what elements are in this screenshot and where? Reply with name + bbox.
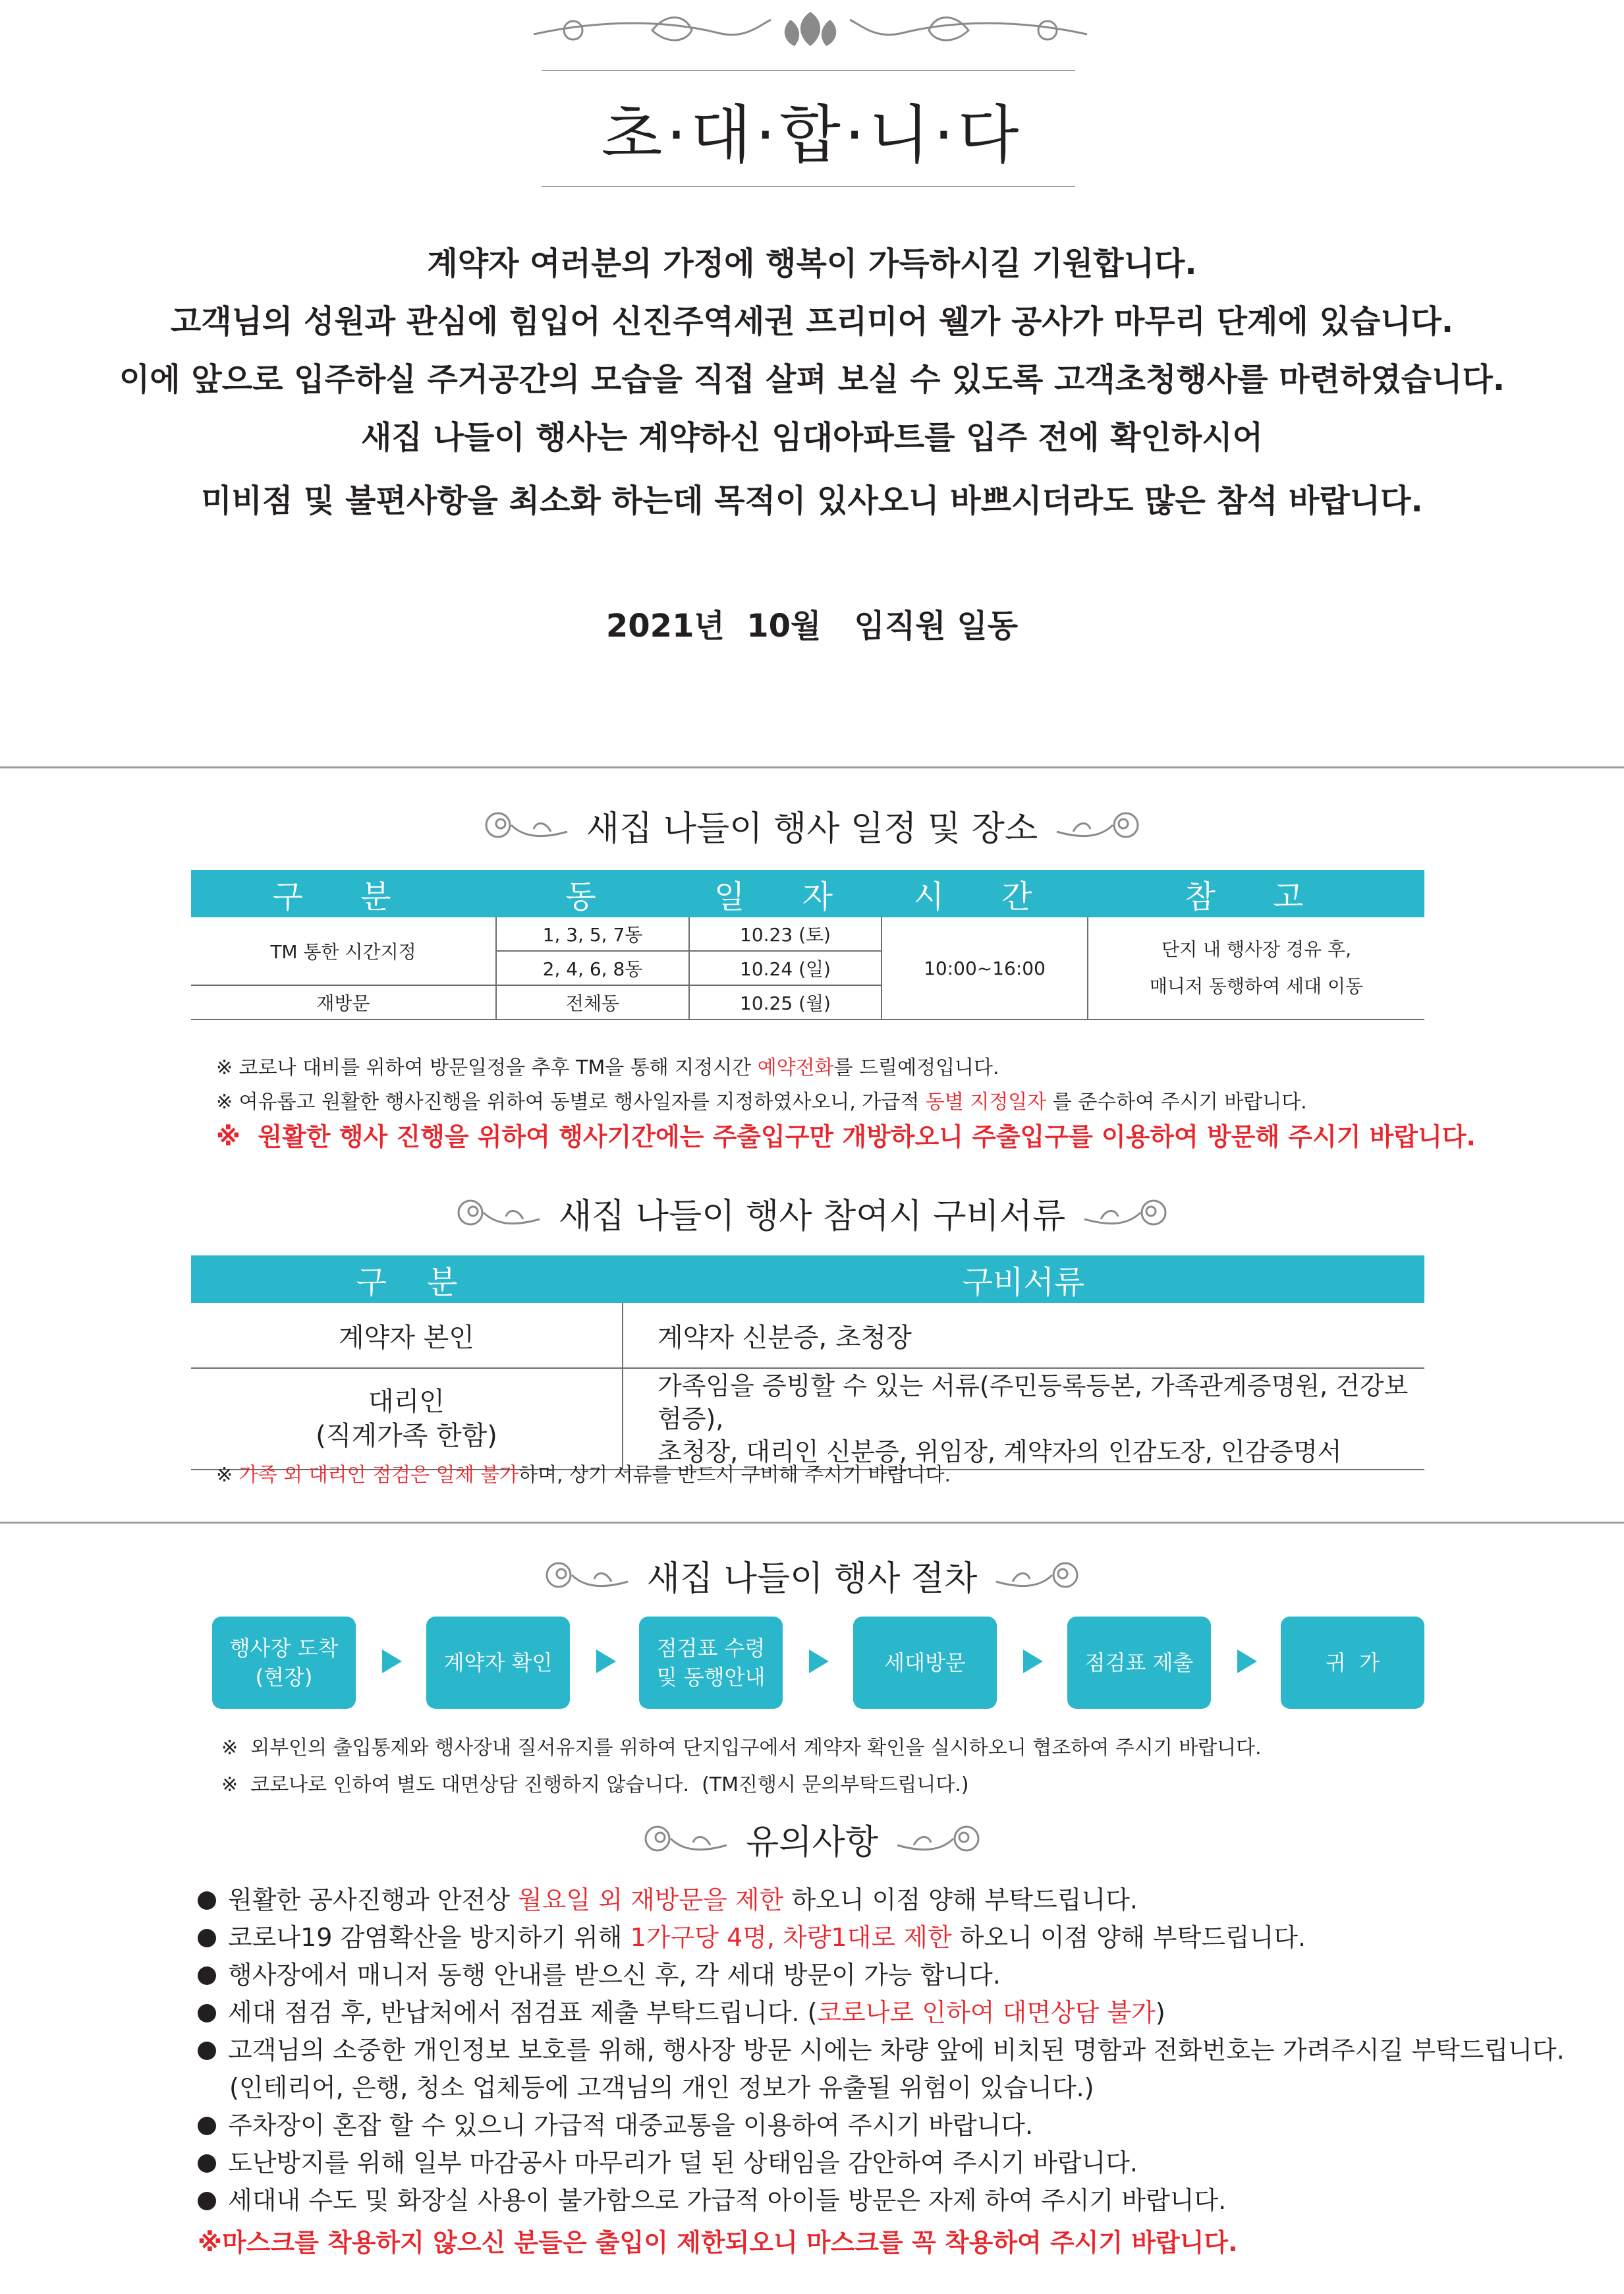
step-checklist-submit [1067, 1617, 1211, 1709]
arrow-right-icon [1023, 1649, 1043, 1673]
bullet-icon [198, 2042, 216, 2060]
table-row [191, 1303, 1424, 1368]
list-item [198, 2109, 1033, 2141]
note-text: 를 드릴예정입니다. [833, 1056, 999, 1079]
note-highlight: 동별 지정일자 [925, 1091, 1047, 1114]
caution-highlight: 1가구당 4명, 차량1대로 제한 [630, 1923, 952, 1952]
note-cell [1088, 917, 1424, 1019]
divider-1 [0, 766, 1624, 768]
procedure-heading-text: 새집 나들이 행사 절차 [646, 1559, 978, 1599]
step-sublabel: (현장) [255, 1665, 313, 1690]
intro-line-2: 고객님의 성원과 관심에 힘입어 신진주역세권 프리미어 웰가 공사가 마무리 단계에 있습니다. [170, 303, 1454, 340]
step-checklist-receive [639, 1617, 783, 1709]
type-cell: 계약자 본인 [191, 1303, 623, 1368]
procedure-note-2: ※ 코로나로 인하여 별도 대면상담 진행하지 않습니다. (TM진행시 문의부탁드립니다.) [221, 1773, 969, 1796]
documents-table [191, 1255, 1424, 1470]
docs-line-2: 초청장, 대리인 신분증, 위임장, 계약자의 인감도장, 인감증명서 [658, 1437, 1342, 1466]
page-title: 초·대·합·니·다 [601, 98, 1023, 172]
col-category: 구 분 [191, 870, 496, 917]
swirl-right-icon [1081, 1193, 1180, 1232]
bullet-icon [198, 2154, 216, 2173]
caution-highlight: 코로나로 인하여 대면상담 불가 [817, 1998, 1156, 2027]
caution-highlight: 월요일 외 재방문을 제한 [518, 1885, 784, 1914]
swirl-right-icon [993, 1555, 1092, 1595]
bullet-icon [198, 1891, 216, 1910]
caution-text: 행사장에서 매니저 동행 안내를 받으신 후, 각 세대 방문이 가능 합니다. [228, 1961, 1001, 1990]
note-text: ※ [216, 1464, 239, 1487]
caution-text: 고객님의 소중한 개인정보 보호를 위해, 행사장 방문 시에는 차량 앞에 비치된 명함과 전화번호는 가려주시길 부탁드립니다. [228, 2036, 1565, 2065]
documents-header-row [191, 1255, 1424, 1303]
schedule-heading-text: 새집 나들이 행사 일정 및 장소 [586, 809, 1038, 849]
tm-label: TM 통한 시간지정 [191, 917, 496, 985]
table-row [191, 1368, 1424, 1470]
title-rule-top [542, 70, 1075, 71]
caution-text: 주차장이 혼잡 할 수 있으니 가급적 대중교통을 이용하여 주시기 바랍니다. [228, 2111, 1034, 2140]
schedule-note-2 [216, 1085, 1307, 1114]
list-item [198, 1997, 1165, 2028]
step-label: 점검표 제출 [1084, 1650, 1194, 1675]
list-item [198, 1959, 1001, 1991]
list-item [198, 2185, 1226, 2216]
step-unit-visit [853, 1617, 997, 1709]
swirl-left-icon [532, 1555, 631, 1595]
col-note: 참 고 [1088, 870, 1424, 917]
documents-note [216, 1458, 951, 1487]
col-time: 시 간 [882, 870, 1088, 917]
intro-line-3: 이에 앞으로 입주하실 주거공간의 모습을 직접 살펴 보실 수 있도록 고객초청행사를 마련하였습니다. [119, 361, 1505, 398]
note-text: ※ 코로나 대비를 위하여 방문일정을 추후 TM을 통해 지정시간 [216, 1056, 758, 1079]
step-label: 세대방문 [884, 1650, 966, 1675]
title-rule-bottom [542, 186, 1075, 187]
step-label: 행사장 도착 [229, 1636, 339, 1661]
swirl-left-icon [631, 1819, 730, 1858]
caution-text: 세대 점검 후, 반납처에서 점검표 제출 부탁드립니다. ( [228, 1998, 818, 2027]
intro-line-1: 계약자 여러분의 가정에 행복이 가득하시길 기원합니다. [427, 245, 1197, 282]
bullet-icon [198, 1966, 216, 1985]
arrow-right-icon [1237, 1649, 1257, 1673]
caution-text: 세대내 수도 및 화장실 사용이 불가함으로 가급적 아이들 방문은 자제 하여 주시기 바랍니다. [228, 2186, 1227, 2215]
schedule-header-row [191, 870, 1424, 917]
bullet-icon [198, 2004, 216, 2022]
arrow-right-icon [596, 1649, 616, 1673]
revisit-label: 재방문 [191, 985, 496, 1019]
docs-cell [623, 1368, 1424, 1470]
swirl-right-icon [894, 1819, 993, 1858]
step-label: 귀 가 [1325, 1650, 1380, 1675]
divider-2 [0, 1522, 1624, 1524]
list-item [198, 1884, 1138, 1916]
type-line-2: (직계가족 한함) [316, 1421, 497, 1451]
caution-text: 하오니 이점 양해 부탁드립니다. [951, 1923, 1306, 1952]
caution-text: 원활한 공사진행과 안전상 [228, 1885, 518, 1914]
list-item [198, 2034, 1565, 2066]
note-highlight: 예약전화 [757, 1056, 834, 1079]
swirl-left-icon [444, 1193, 543, 1232]
col-documents: 구비서류 [623, 1255, 1424, 1303]
swirl-right-icon [1053, 805, 1152, 845]
type-cell [191, 1368, 623, 1470]
mask-notice: ※마스크를 착용하지 않으신 분들은 출입이 제한되오니 마스크를 꼭 착용하여 주시기 바랍니다. [198, 2228, 1238, 2257]
intro-line-5: 미비점 및 불편사항을 최소화 하는데 목적이 있사오니 바쁘시더라도 많은 참석 바랍니다. [201, 482, 1423, 519]
caution-text: 코로나19 감염확산을 방지하기 위해 [228, 1923, 630, 1952]
step-label: 계약자 확인 [443, 1650, 553, 1675]
bullet-icon [198, 2192, 216, 2210]
step-label: 점검표 수령 [656, 1636, 766, 1661]
note-text: ※ 여유롭고 원활한 행사진행을 위하여 동별로 행사일자를 지정하였사오니, 가급적 [216, 1091, 926, 1114]
step-sublabel: 및 동행안내 [656, 1665, 766, 1690]
cautions-heading-text: 유의사항 [746, 1822, 878, 1862]
caution-text: 도난방지를 위해 일부 마감공사 마무리가 덜 된 상태임을 감안하여 주시기 바랍니다. [228, 2148, 1138, 2177]
documents-heading-text: 새집 나들이 행사 참여시 구비서류 [558, 1196, 1066, 1236]
dong-cell: 전체동 [496, 985, 689, 1019]
table-row [191, 917, 1424, 951]
note-highlight: 가족 외 대리인 점검은 일체 불가 [238, 1464, 519, 1487]
note-text: 하며, 상기 서류를 반드시 구비해 주시기 바랍니다. [518, 1464, 951, 1487]
caution-text: 하오니 이점 양해 부탁드립니다. [783, 1885, 1138, 1914]
arrow-right-icon [809, 1649, 829, 1673]
docs-cell: 계약자 신분증, 초청장 [623, 1303, 1424, 1368]
procedure-note-1: ※ 외부인의 출입통제와 행사장내 질서유지를 위하여 단지입구에서 계약자 확인을 실시하오니 협조하여 주시기 바랍니다. [221, 1736, 1262, 1760]
dong-cell: 2, 4, 6, 8동 [496, 951, 689, 985]
bullet-icon [198, 1929, 216, 1947]
note-line-2: 매니저 동행하여 세대 이동 [1149, 975, 1364, 997]
step-return-home [1281, 1617, 1424, 1709]
schedule-heading [0, 799, 1624, 851]
type-line-1: 대리인 [368, 1387, 445, 1417]
date-cell: 10.25 (월) [689, 985, 882, 1019]
note-line-1: 단지 내 행사장 경유 후, [1162, 938, 1351, 960]
col-date: 일 자 [689, 870, 882, 917]
documents-heading [0, 1186, 1624, 1239]
list-item [198, 1922, 1306, 1953]
note-text: 를 준수하여 주시기 바랍니다. [1046, 1091, 1307, 1114]
time-cell: 10:00~16:00 [882, 917, 1088, 1019]
caution-sub-note: (인테리어, 은행, 청소 업체등에 고객님의 개인 정보가 유출될 위험이 있습니다.) [229, 2073, 1094, 2102]
dong-cell: 1, 3, 5, 7동 [496, 917, 689, 951]
date-cell: 10.24 (일) [689, 951, 882, 985]
step-arrival [212, 1617, 356, 1709]
swirl-left-icon [472, 805, 571, 845]
ornament-top [520, 7, 1100, 53]
caution-text: ) [1155, 1998, 1165, 2027]
signature: 2021년 10월 임직원 일동 [605, 608, 1019, 645]
col-dong: 동 [496, 870, 689, 917]
col-category: 구 분 [191, 1255, 623, 1303]
date-cell: 10.23 (토) [689, 917, 882, 951]
intro-line-4: 새집 나들이 행사는 계약하신 임대아파트를 입주 전에 확인하시어 [361, 419, 1263, 456]
procedure-heading [0, 1549, 1624, 1601]
step-contractor-check [426, 1617, 570, 1709]
list-item [198, 2147, 1138, 2179]
arrow-right-icon [382, 1649, 402, 1673]
schedule-note-1 [216, 1051, 999, 1080]
schedule-note-3: ※ 원활한 행사 진행을 위하여 행사기간에는 주출입구만 개방하오니 주출입구를 이용하여 방문해 주시기 바랍니다. [216, 1122, 1476, 1151]
schedule-table [191, 870, 1424, 1020]
bullet-icon [198, 2117, 216, 2135]
cautions-heading [0, 1812, 1624, 1865]
docs-line-1: 가족임을 증빙할 수 있는 서류(주민등록등본, 가족관계증명원, 건강보험증), [658, 1371, 1409, 1433]
